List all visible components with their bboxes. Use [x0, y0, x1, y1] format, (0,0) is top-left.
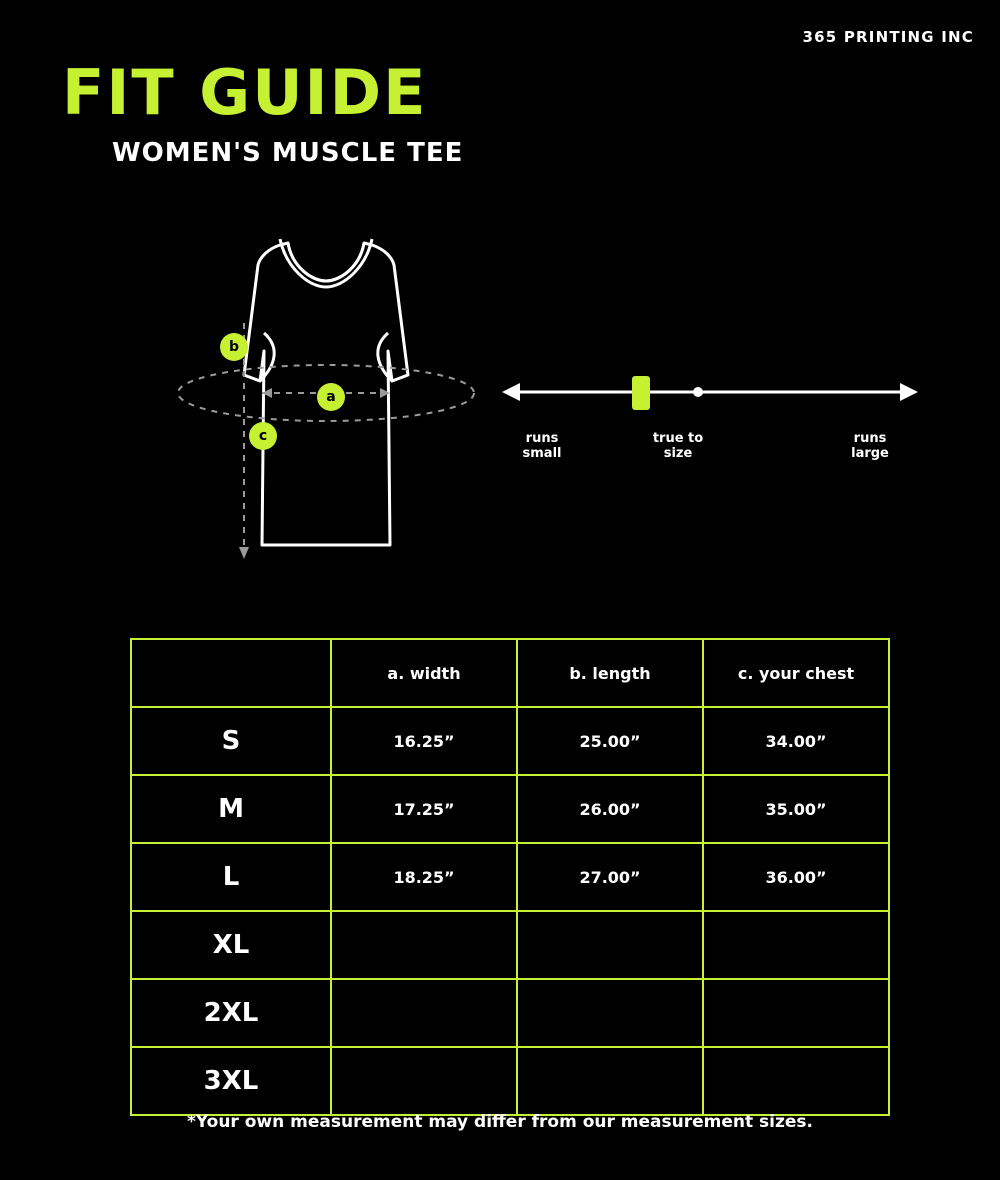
cell-size: M [131, 775, 331, 843]
cell-width: 18.25” [331, 843, 517, 911]
cell-chest: 34.00” [703, 707, 889, 775]
cell-length: 26.00” [517, 775, 703, 843]
fit-scale-indicator [632, 376, 650, 410]
cell-chest [703, 911, 889, 979]
scale-label-true-line1: true to [652, 431, 704, 446]
fit-scale-true-dot [693, 387, 703, 397]
scale-label-runs-small-line1: runs [525, 431, 559, 446]
cell-width: 17.25” [331, 775, 517, 843]
header-length: b. length [517, 639, 703, 707]
header-width: a. width [331, 639, 517, 707]
cell-width [331, 1047, 517, 1115]
scale-label-runs-small-line2: small [522, 445, 562, 461]
shirt-illustration [140, 215, 500, 585]
scale-label-runs-large-line2: large [851, 445, 889, 461]
scale-label-runs-large [830, 432, 910, 462]
cell-width: 16.25” [331, 707, 517, 775]
cell-length [517, 979, 703, 1047]
header-size [131, 639, 331, 707]
cell-size: 3XL [131, 1047, 331, 1115]
cell-size: S [131, 707, 331, 775]
cell-size: L [131, 843, 331, 911]
cell-length: 25.00” [517, 707, 703, 775]
cell-chest [703, 1047, 889, 1115]
cell-size: XL [131, 911, 331, 979]
page-title: FIT GUIDE [62, 56, 428, 129]
table-row [131, 1047, 889, 1115]
scale-label-runs-large-line1: runs [853, 431, 887, 446]
cell-size: 2XL [131, 979, 331, 1047]
marker-b: b [220, 333, 248, 361]
table-row [131, 911, 889, 979]
marker-a: a [317, 383, 345, 411]
brand-label: 365 PRINTING INC [802, 28, 974, 46]
fit-scale-axis [500, 360, 920, 430]
cell-length [517, 1047, 703, 1115]
cell-length: 27.00” [517, 843, 703, 911]
cell-width [331, 979, 517, 1047]
cell-chest: 35.00” [703, 775, 889, 843]
fit-scale [500, 360, 920, 480]
table-row [131, 979, 889, 1047]
header-chest: c. your chest [703, 639, 889, 707]
footnote: *Your own measurement may differ from our measurement sizes. [187, 1112, 813, 1132]
table-row [131, 843, 889, 911]
cell-width [331, 911, 517, 979]
table-row [131, 775, 889, 843]
table-header-row [131, 639, 889, 707]
size-chart-table [130, 638, 890, 1116]
page-subtitle: WOMEN'S MUSCLE TEE [112, 138, 464, 168]
table-row [131, 707, 889, 775]
cell-chest [703, 979, 889, 1047]
scale-label-runs-small [502, 432, 582, 462]
scale-label-true-to-size [638, 432, 718, 462]
cell-length [517, 911, 703, 979]
cell-chest: 36.00” [703, 843, 889, 911]
scale-label-true-line2: size [663, 445, 693, 461]
marker-c: c [249, 422, 277, 450]
